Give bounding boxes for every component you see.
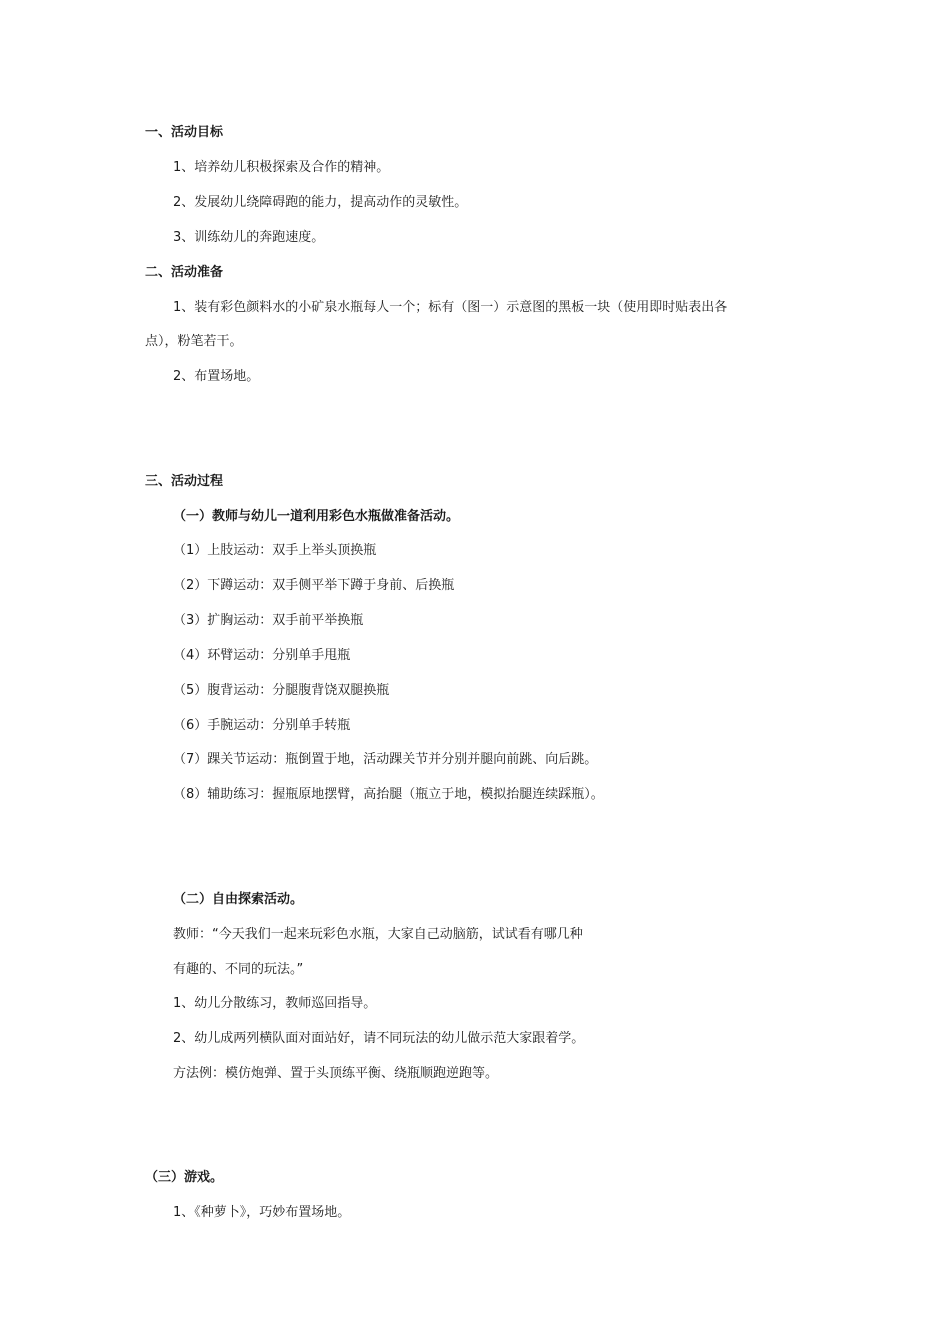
warmup-item-2: （2）下蹲运动：双手侧平举下蹲于身前、后换瓶 [173,578,455,593]
exploration-methods: 方法例：模仿炮弹、置于头顶练平衡、绕瓶顺跑逆跑等。 [173,1066,499,1081]
subsection-heading-game: （三）游戏。 [145,1170,224,1185]
section-heading-process: 三、活动过程 [145,474,224,489]
goal-item-2: 2、发展幼儿绕障碍跑的能力，提高动作的灵敏性。 [173,195,468,210]
warmup-item-5: （5）腹背运动：分腿腹背饶双腿换瓶 [173,683,390,698]
warmup-item-6: （6）手腕运动：分别单手转瓶 [173,718,351,733]
teacher-quote-line-2: 有趣的、不同的玩法。” [173,962,304,977]
exploration-item-2: 2、幼儿成两列横队面对面站好，请不同玩法的幼儿做示范大家跟着学。 [173,1031,585,1046]
preparation-item-1-line-2: 点），粉笔若干。 [145,334,243,349]
teacher-quote-line-1: 教师：“今天我们一起来玩彩色水瓶，大家自己动脑筋，试试看有哪几种 [173,927,583,942]
section-heading-goals: 一、活动目标 [145,125,224,140]
exploration-item-1: 1、幼儿分散练习，教师巡回指导。 [173,996,377,1011]
goal-item-1: 1、培养幼儿积极探索及合作的精神。 [173,160,390,175]
warmup-item-8: （8）辅助练习：握瓶原地摆臂，高抬腿（瓶立于地，模拟抬腿连续踩瓶）。 [173,787,604,802]
subsection-heading-warmup: （一）教师与幼儿一道利用彩色水瓶做准备活动。 [173,509,460,524]
warmup-item-1: （1）上肢运动：双手上举头顶换瓶 [173,543,377,558]
game-item-1: 1、《种萝卜》，巧妙布置场地。 [173,1205,351,1220]
goal-item-3: 3、训练幼儿的奔跑速度。 [173,230,325,245]
subsection-heading-exploration: （二）自由探索活动。 [173,892,304,907]
warmup-item-3: （3）扩胸运动：双手前平举换瓶 [173,613,364,628]
warmup-item-7: （7）踝关节运动：瓶倒置于地，活动踝关节并分别并腿向前跳、向后跳。 [173,752,598,767]
section-heading-preparation: 二、活动准备 [145,265,224,280]
preparation-item-1-line-1: 1、装有彩色颜料水的小矿泉水瓶每人一个；标有（图一）示意图的黑板一块（使用即时贴表出各 [173,300,728,315]
warmup-item-4: （4）环臂运动：分别单手甩瓶 [173,648,351,663]
preparation-item-2: 2、布置场地。 [173,369,260,384]
